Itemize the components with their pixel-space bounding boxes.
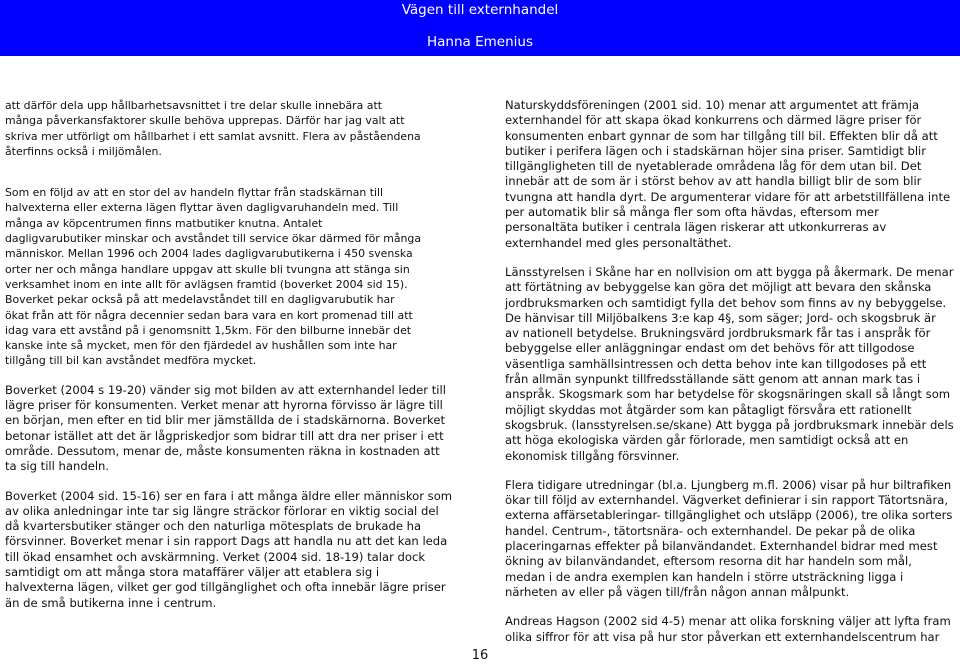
text-line: butiker i perifera lägen och i stadskärnan höjer sina priser. Samtidigt blir: [505, 143, 927, 158]
text-line: tvungna att handla dyrt. De argumenterar vidare för att arbetstillfällena inte: [505, 189, 951, 204]
text-line: Boverket (2004 sid. 15-16) ser en fara i att många äldre eller människor som: [5, 488, 453, 503]
document-title: Vägen till externhandel: [401, 2, 559, 18]
text-line: ökning av bilanvändandet, eftersom resorna dit har handeln som mål,: [505, 554, 912, 569]
document-header: [0, 0, 960, 56]
text-line: De hänvisar till Miljöbalkens 3:e kap 4§, som säger; Jord- och skogsbruk är: [505, 310, 936, 325]
text-line: samtidigt om att många stora mataffärer väljer att etablera sig i: [5, 565, 380, 580]
paragraph: [5, 383, 460, 475]
right-column: [505, 98, 960, 645]
text-line: område. Dessutom, menar de, måste konsumenten räkna in kostnaden att: [5, 443, 440, 458]
text-line: närheten av eller på vägen till/från någon annan målpunkt.: [505, 584, 850, 599]
text-line: många påverkansfaktorer skulle behöva upprepas. Därför har jag valt att: [5, 114, 405, 128]
text-line: orter ner och många handlare uppgav att skulle bli tvungna att stänga sin: [5, 262, 410, 276]
text-line: Som en följd av att en stor del av handeln flyttar från stadskärnan till: [5, 186, 384, 200]
text-line: kanske inte så mycket, men för den fjärdedel av hushållen som inte har: [5, 339, 397, 353]
text-line: till ökad ensamhet och avskärmning. Verket (2004 sid. 18-19) talar dock: [5, 549, 426, 564]
paragraph: [505, 265, 960, 464]
text-line: medan i de andra exemplen kan handeln i större utsträckning ligga i: [505, 569, 904, 584]
text-line: ekonomisk tillgång försvinner.: [505, 448, 680, 463]
text-line: från allmän synpunkt tillfredsställande sätt genom att annan mark tas i: [505, 372, 921, 387]
text-line: halvexterna lägen, vilket ger god tillgänglighet och ofta innebär lägre priser: [5, 580, 446, 595]
text-line: Länsstyrelsen i Skåne har en nollvision om att bygga på åkermark. De menar: [505, 264, 954, 279]
page-number: 16: [471, 648, 489, 663]
paragraph: [505, 614, 960, 645]
text-line: jordbruksmarken och samtidigt fylla det behov som finns av ny bebyggelse.: [505, 295, 947, 310]
text-line: återfinns också i miljömålen.: [5, 144, 162, 158]
text-line: olika siffror för att visa på hur stor påverkan ett externhandelscentrum har: [505, 629, 940, 644]
paragraph: [5, 98, 460, 159]
text-line: ökar till följd av externhandel. Vägverket definierar i sin rapport Tätortsnära,: [505, 493, 949, 508]
text-line: Boverket pekar också på att medelavståndet till en dagligvarubutik har: [5, 293, 395, 307]
text-line: tillgång till bil kan avståndet medföra mycket.: [5, 354, 257, 368]
text-line: att höga ekologiska värden går förlorade, men samtidigt också att en: [505, 433, 909, 448]
text-line: externhandel för att skapa ökad konkurrens och därmed lägre priser för: [505, 113, 922, 128]
text-line: att därför dela upp hållbarhetsavsnittet i tre delar skulle innebära att: [5, 99, 382, 112]
text-line: skogsbruk. (lansstyrelsen.se/skane) Att bygga på jordbruksmark innebär dels: [505, 417, 954, 432]
text-line: personaltäta butiker i centrala lägen riskerar att utkonkurreras av: [505, 220, 887, 235]
text-line: tillgängligheten till de nyetablerade områdena låg för dem utan bil. Det: [505, 159, 922, 174]
text-line: lägre priser för konsumenten. Verket menar att hyrorna förvisso är lägre till: [5, 398, 443, 413]
text-line: idag vara ett avstånd på i genomsnitt 1,5km. För den bilburne innebär det: [5, 323, 412, 337]
text-line: verksamhet inom en inte allt för avlägsen framtid (boverket 2004 sid 15).: [5, 277, 408, 291]
text-line: bebyggelse eller anläggningar endast om det behövs för att tillgodose: [505, 341, 915, 356]
text-line: per automatik blir så många fler som ofta hävdas, eftersom mer: [505, 205, 879, 220]
left-column: [5, 98, 460, 611]
text-line: av olika anledningar inte tar sig längre sträckor förlorar en viktig social del: [5, 503, 439, 518]
text-line: av nationell betydelse. Brukningsvärd jordbruksmark får tas i anspråk för: [505, 326, 931, 341]
text-line: handel. Centrum-, tätortsnära- och externhandel. De pekar på de olika: [505, 523, 916, 538]
text-line: Flera tidigare utredningar (bl.a. Ljungberg m.fl. 2006) visar på hur biltrafiken: [505, 477, 952, 492]
text-line: externa affärsetableringar- tillgänglighet och utsläpp (2006), tre olika sorters: [505, 508, 953, 523]
text-line: anspråk. Skogsmark som har betydelse för skogsnäringen skall så långt som: [505, 387, 951, 402]
text-line: halvexterna eller externa lägen flyttar även dagligvaruhandeln med. Till: [5, 201, 399, 215]
text-line: ta sig till handeln.: [5, 459, 110, 474]
paragraph: [5, 185, 460, 369]
text-line: innebär att de som är i störst behov av att handla billigt blir de som blir: [505, 174, 922, 189]
text-line: Andreas Hagson (2002 sid 4-5) menar att olika forskning väljer att lyfta fram: [505, 614, 951, 629]
text-line: försvinner. Boverket menar i sin rapport Dags att handla nu att det kan leda: [5, 534, 448, 549]
paragraph: [5, 489, 460, 611]
text-line: än de små butikerna inne i centrum.: [5, 595, 217, 610]
text-line: en början, men efter en tid blir mer jämställda de i stadskärnorna. Boverket: [5, 413, 446, 428]
text-line: väsentliga samhällsintressen och detta behov inte kan tillgodoses på ett: [505, 356, 927, 371]
text-line: att förtätning av bebyggelse kan göra det möjligt att bevara den skånska: [505, 280, 932, 295]
text-line: konsumenten enbart gynnar de som har tillgång till bil. Effekten blir då att: [505, 128, 938, 143]
text-line: externhandel med gles personaltäthet.: [505, 235, 732, 250]
text-line: placeringarnas effekter på bilanvändandet. Externhandel bidrar med mest: [505, 539, 938, 554]
text-line: betonar istället att det är lågpriskedjor som bidrar till att dra ner priser i ett: [5, 428, 444, 443]
text-line: skriva mer utförligt om hållbarhet i ett samlat avsnitt. Flera av påståendena: [5, 129, 421, 143]
text-line: möjligt skyddas mot åtgärder som kan påtagligt försvåra ett rationellt: [505, 402, 912, 417]
text-line: många av köpcentrumen finns matbutiker knutna. Antalet: [5, 216, 323, 230]
text-line: då kvartersbutiker stänger och den naturliga mötesplats de brukade ha: [5, 519, 422, 534]
text-line: dagligvarubutiker minskar och avståndet till service ökar därmed för många: [5, 232, 422, 246]
text-line: människor. Mellan 1996 och 2004 lades dagligvarubutikerna i 450 svenska: [5, 247, 413, 261]
paragraph: [505, 98, 960, 251]
document-author: Hanna Emenius: [427, 34, 533, 50]
paragraph: [505, 478, 960, 600]
text-line: ökat från att för några decennier sedan bara vara en kort promenad till att: [5, 308, 413, 322]
text-line: Naturskyddsföreningen (2001 sid. 10) menar att argumentet att främja: [505, 98, 920, 112]
text-line: Boverket (2004 s 19-20) vänder sig mot bilden av att externhandel leder till: [5, 382, 446, 397]
